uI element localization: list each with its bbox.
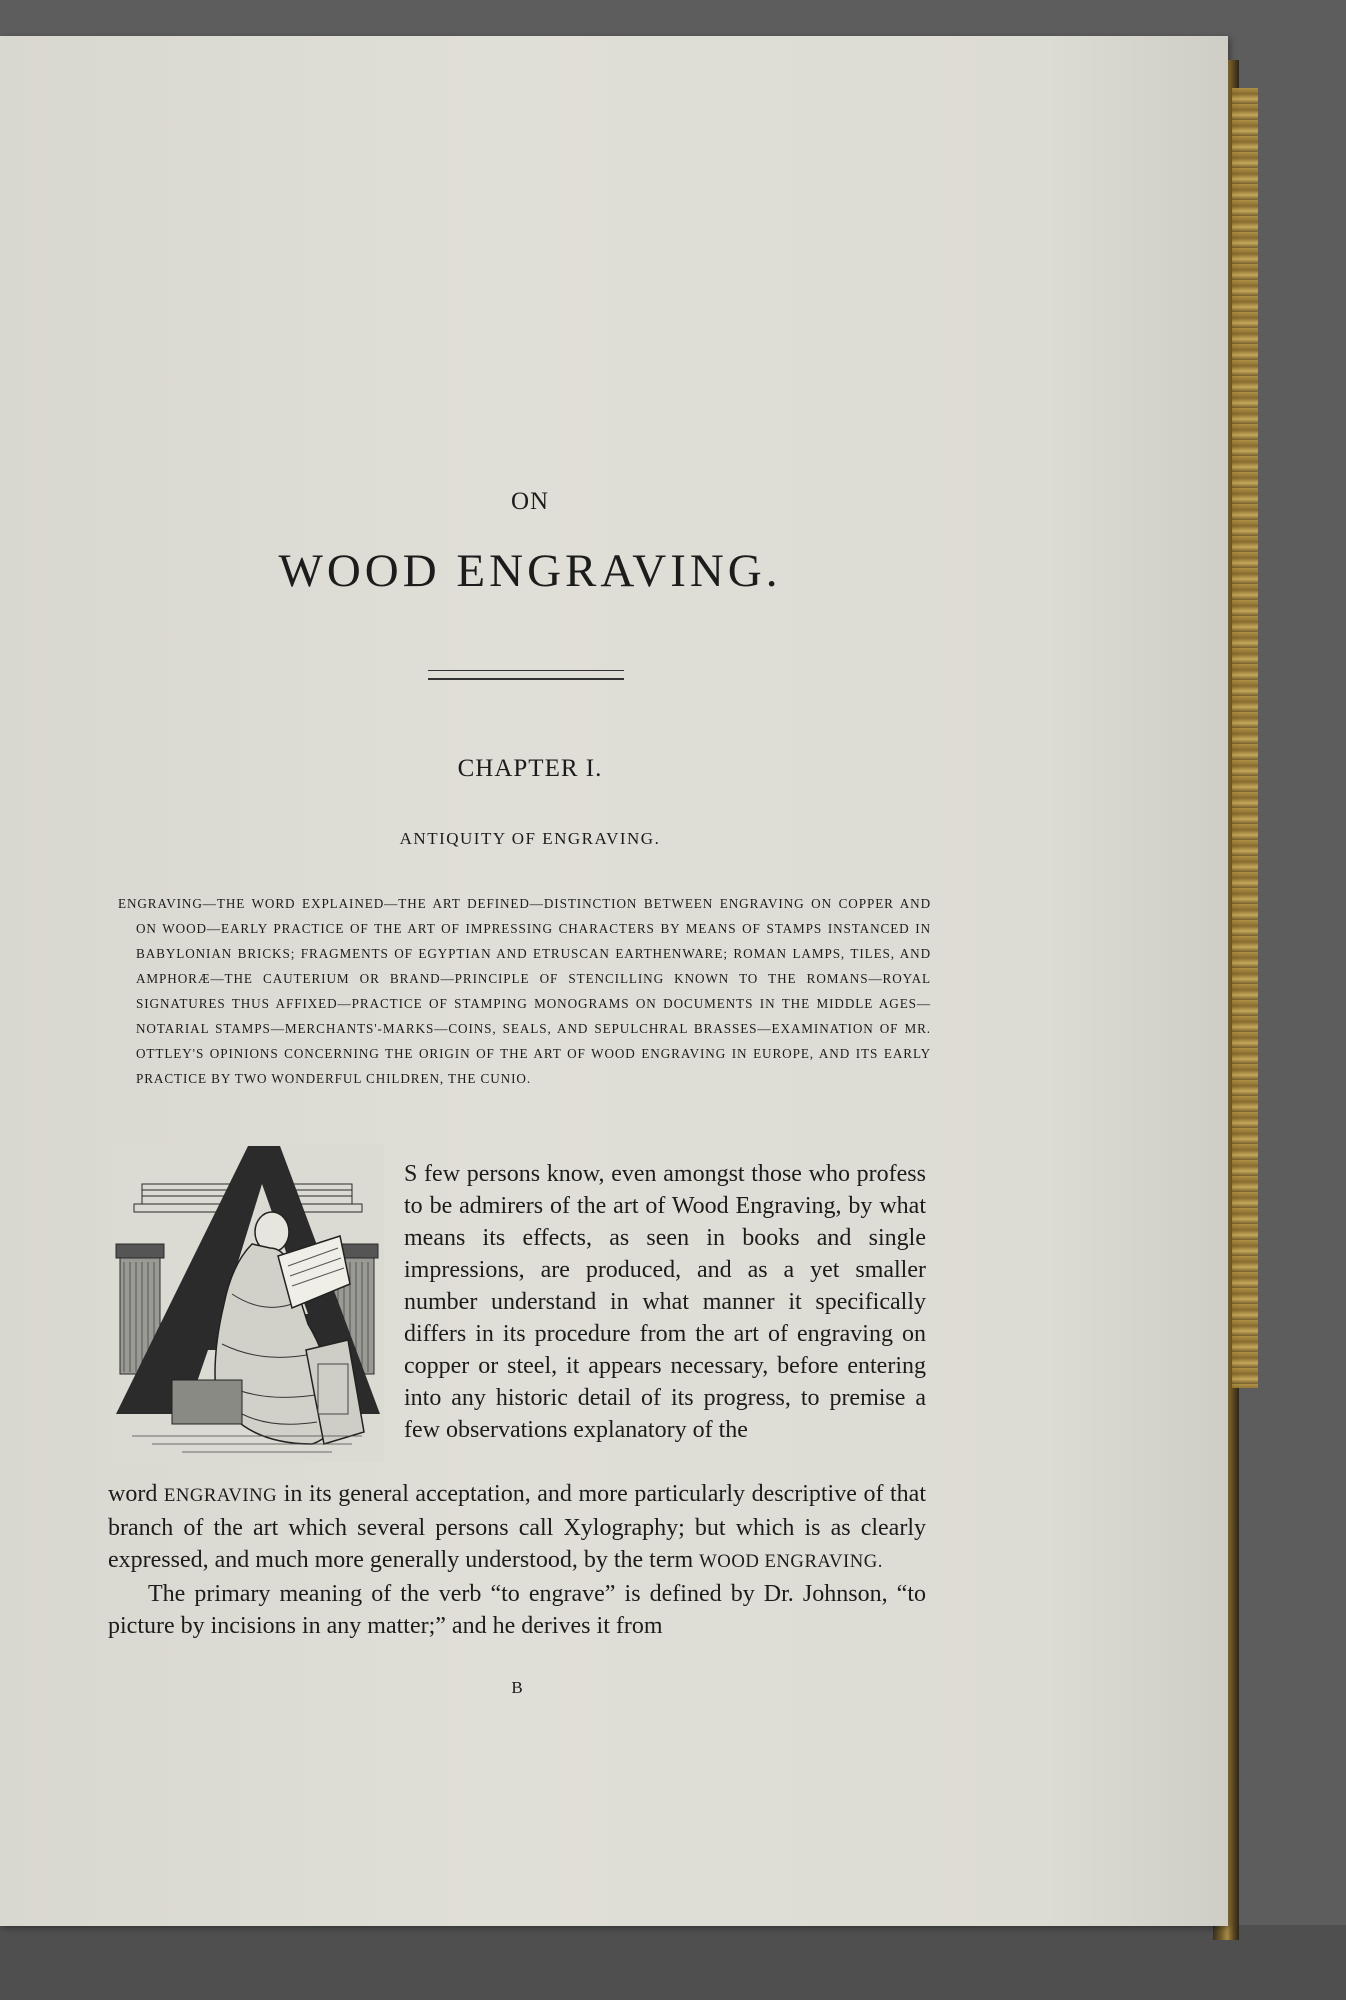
paragraph-1-beside-illustration: S few persons know, even amongst those who profess to be admirers of the art of Wood Engraving, by what means its effects, as seen in books and single impressions, are produced, and as a yet smaller number understand in what manner it specifically differs in its procedure from the art of engraving on copper or steel, it appears necessary, before entering into any historic detail of its progress, to premise a few observations explanatory of the xyxy=(404,1161,926,1443)
paragraph-1-continued xyxy=(108,1478,926,1642)
chapter-summary-text: ENGRAVING—THE WORD EXPLAINED—THE ART DEFINED—DISTINCTION BETWEEN ENGRAVING ON COPPER AND ON WOOD—EARLY PRACTICE OF THE ART OF IMPRESSING CHARACTERS BY MEANS OF STAMPS INSTANCED IN BABYLONIAN BRICKS; FRAGMENTS OF EGYPTIAN AND ETRUSCAN EARTHENWARE; ROMAN LAMPS, TILES, AND AMPHORÆ—THE CAUTERIUM OR BRAND—PRINCIPLE OF STENCILLING KNOWN TO THE ROMANS—ROYAL SIGNATURES THUS AFFIXED—PRACTICE OF STAMPING MONOGRAMS ON DOCUMENTS IN THE MIDDLE AGES—NOTARIAL STAMPS—MERCHANTS'-MARKS—COINS, SEALS, AND SEPULCHRAL BRASSES—EXAMINATION OF MR. OTTLEY'S OPINIONS CONCERNING THE ORIGIN OF THE ART OF WOOD ENGRAVING IN EUROPE, AND ITS EARLY PRACTICE BY TWO WONDERFUL CHILDREN, THE CUNIO. xyxy=(118,896,931,1086)
paragraph-1-text-a: word xyxy=(108,1481,158,1507)
paragraph-1-text-b: in its general acceptation, and more particularly descriptive of that branch of the art which several persons call Xylography; but which is as clearly expressed, and much more generally understood, by the term xyxy=(108,1481,927,1573)
engraver-vignette-image xyxy=(112,1144,384,1462)
term-engraving: ENGRAVING xyxy=(163,1485,278,1506)
pre-title: ON xyxy=(510,488,550,515)
paragraph-2: The primary meaning of the verb “to engrave” is defined by Dr. Johnson, “to picture by incisions in any matter;” and he derives it from xyxy=(108,1581,926,1639)
chapter-heading: CHAPTER I. xyxy=(457,755,603,782)
signature-mark: B xyxy=(511,1678,523,1697)
chapter-summary xyxy=(118,891,931,1091)
background-bottom xyxy=(0,1925,1346,2000)
book-page xyxy=(0,36,1228,1926)
drop-cap-illustration xyxy=(112,1144,384,1462)
chapter-subtitle: ANTIQUITY OF ENGRAVING. xyxy=(399,829,661,848)
page-title: WOOD ENGRAVING. xyxy=(278,545,782,597)
gilt-page-edge xyxy=(1232,88,1258,1388)
title-rule xyxy=(428,670,624,680)
term-wood-engraving: WOOD ENGRAVING. xyxy=(699,1551,883,1572)
